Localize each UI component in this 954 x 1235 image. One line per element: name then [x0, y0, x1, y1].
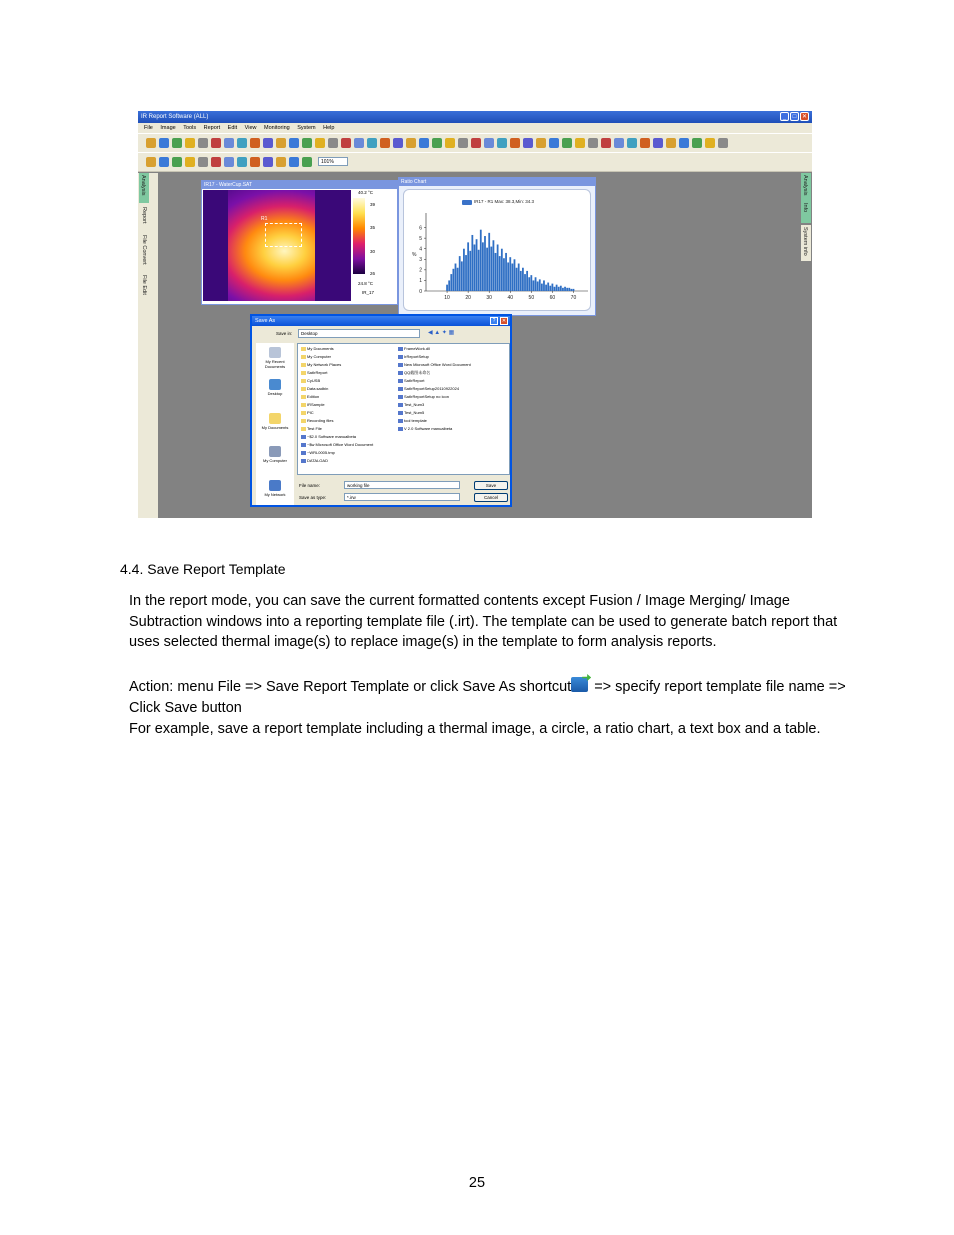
place-my-computer[interactable]: My Computer: [256, 446, 294, 463]
list-item[interactable]: [301, 434, 356, 439]
menu-report[interactable]: Report: [203, 125, 221, 131]
chart-bar: [493, 240, 495, 291]
ratio-chart-panel: [403, 189, 591, 311]
left-panel-edge: [150, 173, 158, 518]
toolbar-icon[interactable]: [263, 138, 273, 148]
thermal-image[interactable]: [203, 190, 351, 301]
chart-bar: [566, 288, 568, 291]
toolbar-icon[interactable]: [393, 138, 403, 148]
thermal-image-window[interactable]: [201, 180, 398, 305]
chart-bar: [570, 289, 572, 291]
tab-file-convert[interactable]: File Convert: [141, 235, 147, 265]
file-name: SatIrReport: [404, 378, 425, 383]
chart-bar: [452, 269, 454, 291]
chart-bar: [573, 289, 575, 291]
chart-bar: [541, 284, 543, 291]
chart-bar: [480, 230, 482, 291]
chart-bar: [495, 253, 497, 291]
file-list[interactable]: [297, 343, 510, 475]
list-item[interactable]: [398, 394, 449, 399]
y-tick-label: 6: [419, 225, 422, 232]
folder-icon: [301, 371, 306, 375]
paragraph-example: For example, save a report template including a thermal image, a circle, a ratio chart, a text box and a table.: [129, 721, 821, 737]
chart-bar: [459, 256, 461, 291]
toolbar-icon[interactable]: [185, 157, 195, 167]
chart-bar: [469, 251, 471, 291]
tab-analysis[interactable]: Analysis: [139, 173, 149, 203]
toolbar-icon[interactable]: [718, 138, 728, 148]
toolbar-icon[interactable]: [549, 138, 559, 148]
file-name: New Microsoft Office Word Document: [404, 362, 471, 367]
chart-bar: [463, 249, 465, 291]
scale-tick: 39: [370, 202, 376, 207]
tab-report[interactable]: Report: [141, 207, 147, 224]
file-name: My Computer: [307, 354, 332, 359]
chart-bar: [476, 239, 478, 291]
toolbar-icon[interactable]: [224, 157, 234, 167]
list-item[interactable]: [301, 418, 333, 423]
scale-max: 40.2 °C: [358, 190, 374, 195]
save-in-select[interactable]: Desktop: [298, 329, 420, 338]
list-item[interactable]: [398, 418, 427, 423]
chart-bar: [490, 247, 492, 291]
folder-icon: [301, 379, 306, 383]
list-item[interactable]: [301, 378, 320, 383]
software-screenshot: [138, 111, 812, 518]
chart-bar: [564, 287, 566, 291]
file-name: SatIrReport: [307, 370, 328, 375]
toolbar-icon[interactable]: [588, 138, 598, 148]
chart-bar: [446, 285, 448, 291]
folder-icon: [301, 427, 306, 431]
save-type-select[interactable]: *.irw: [344, 493, 460, 501]
list-item[interactable]: [398, 346, 430, 351]
list-item[interactable]: [398, 378, 424, 383]
folder-icon: [301, 363, 306, 367]
toolbar-icon[interactable]: [224, 138, 234, 148]
file-icon: [398, 379, 403, 383]
file-name: IrReportSetup: [404, 354, 429, 359]
file-icon: [301, 443, 306, 447]
toolbar-icon[interactable]: [276, 157, 286, 167]
toolbar-main: [138, 133, 812, 153]
tab-right-analysis[interactable]: Analysis Info: [801, 173, 811, 223]
toolbar-icon[interactable]: [614, 138, 624, 148]
toolbar-icon[interactable]: [159, 138, 169, 148]
file-name: V 2.0 Software manualbeta: [404, 426, 453, 431]
chart-bar: [560, 286, 562, 291]
toolbar-icon[interactable]: [575, 138, 585, 148]
menu-file[interactable]: File: [144, 125, 153, 131]
left-tab-strip: [138, 173, 150, 518]
chart-bar: [568, 288, 570, 291]
legend-swatch: [462, 200, 472, 205]
file-name: DATALOAD: [307, 458, 328, 463]
list-item[interactable]: [301, 346, 334, 351]
chart-bar: [448, 280, 450, 291]
x-tick-label: 10: [444, 295, 450, 301]
chart-bar: [471, 235, 473, 291]
y-tick-label: 4: [419, 246, 422, 253]
dialog-titlebar: [252, 316, 510, 326]
file-name: Test File: [307, 426, 322, 431]
file-icon: [398, 419, 403, 423]
file-name: Test_Num3: [404, 402, 425, 407]
toolbar-icon[interactable]: [185, 138, 195, 148]
chart-bar: [552, 284, 554, 291]
toolbar-icon[interactable]: [471, 138, 481, 148]
file-name: QQ截图未命名: [404, 370, 431, 375]
chart-bar: [482, 242, 484, 291]
chart-bar: [501, 249, 503, 291]
paragraph-intro: In the report mode, you can save the current formatted contents except Fusion / Image Merging/ Image Subtraction windows into a reporting template file (.irt). The template can be used to generate batch report that uses selected thermal image(s) to replace image(s) in the template to form analysis reports.: [129, 593, 838, 651]
file-icon: [398, 395, 403, 399]
chart-bar: [533, 280, 535, 291]
list-item[interactable]: [301, 354, 331, 359]
file-icon: [398, 355, 403, 359]
chart-bar: [450, 274, 452, 291]
nav-toolbar-icons[interactable]: ◀ ▲ ✦ ▦: [428, 330, 455, 336]
ratio-chart: [404, 190, 590, 310]
toolbar-icon[interactable]: [536, 138, 546, 148]
chart-bar: [543, 280, 545, 291]
toolbar-icon[interactable]: [354, 138, 364, 148]
menu-bar: [138, 123, 812, 133]
folder-icon: [301, 387, 306, 391]
toolbar-icon[interactable]: [705, 138, 715, 148]
scale-tick: 26: [370, 271, 376, 276]
toolbar-icon[interactable]: [679, 138, 689, 148]
maximize-icon[interactable]: □: [790, 112, 799, 121]
roi-rectangle[interactable]: [265, 223, 302, 247]
dialog-title: Save As: [255, 318, 276, 324]
toolbar-icon[interactable]: [146, 138, 156, 148]
chart-bar: [520, 271, 522, 291]
scale-tick: 35: [370, 225, 376, 230]
menu-edit[interactable]: Edit: [227, 125, 238, 131]
menu-tools[interactable]: Tools: [183, 125, 197, 131]
file-name: ~$2.0 Software manualbeta: [307, 434, 357, 439]
section-heading: 4.4. Save Report Template: [120, 561, 286, 577]
file-name: tool template: [404, 418, 427, 423]
chart-bar: [484, 236, 486, 291]
list-item[interactable]: [301, 458, 328, 463]
toolbar-icon[interactable]: [211, 138, 221, 148]
save-as-dialog: [250, 314, 512, 507]
chart-bar: [539, 279, 541, 291]
zoom-select[interactable]: 101%: [318, 157, 348, 166]
toolbar-icon[interactable]: [484, 138, 494, 148]
list-item[interactable]: [398, 426, 452, 431]
y-tick-label: 1: [419, 278, 422, 285]
file-name: ~$w Microsoft Office Word Document: [307, 442, 374, 447]
toolbar-icon[interactable]: [562, 138, 572, 148]
list-item[interactable]: [398, 402, 424, 407]
place-my-documents[interactable]: My Documents: [256, 413, 294, 430]
file-icon: [398, 403, 403, 407]
toolbar-icon[interactable]: [601, 138, 611, 148]
toolbar-icon[interactable]: [666, 138, 676, 148]
scale-tick: 30: [370, 249, 376, 254]
toolbar-icon[interactable]: [419, 138, 429, 148]
y-tick-label: 5: [419, 235, 422, 242]
toolbar-icon[interactable]: [172, 138, 182, 148]
roi-label: R1: [261, 216, 268, 222]
place-my-network[interactable]: My Network: [256, 480, 294, 497]
page-number: 25: [468, 1175, 486, 1191]
x-tick-label: 70: [570, 295, 577, 301]
x-tick-label: 20: [465, 295, 471, 301]
tab-file-edit[interactable]: File Edit: [141, 275, 147, 295]
toolbar-icon[interactable]: [380, 138, 390, 148]
chart-bar: [556, 285, 558, 291]
toolbar-icon[interactable]: [172, 157, 182, 167]
toolbar-icon[interactable]: [640, 138, 650, 148]
y-tick-label: 2: [419, 267, 422, 274]
toolbar-icon[interactable]: [237, 157, 247, 167]
help-icon[interactable]: ?: [490, 317, 498, 325]
list-item[interactable]: [398, 386, 459, 391]
chart-bar: [507, 262, 509, 291]
paragraph-action: [129, 677, 849, 718]
toolbar-icon[interactable]: [627, 138, 637, 148]
chart-bar: [457, 268, 459, 291]
toolbar-icon[interactable]: [146, 157, 156, 167]
toolbar-icon[interactable]: [289, 157, 299, 167]
toolbar-secondary: [138, 152, 812, 172]
folder-icon: [301, 395, 306, 399]
y-tick-label: 0: [419, 288, 422, 295]
folder-icon: [301, 403, 306, 407]
list-item[interactable]: [398, 410, 424, 415]
chart-bar: [524, 274, 526, 291]
file-icon: [301, 451, 306, 455]
chart-bar: [511, 264, 513, 291]
chart-bar: [486, 248, 488, 291]
x-tick-label: 30: [486, 295, 492, 301]
chart-bar: [558, 287, 560, 291]
chart-bar: [526, 271, 528, 291]
chart-bar: [537, 281, 539, 291]
image-window-titlebar: IR17 - WaterCup.SAT: [202, 181, 397, 189]
list-item[interactable]: [301, 362, 341, 367]
chart-bar: [545, 285, 547, 291]
save-button[interactable]: Save: [474, 481, 508, 490]
file-name: PIC: [307, 410, 314, 415]
chart-bar: [488, 233, 490, 291]
toolbar-icon[interactable]: [302, 138, 312, 148]
toolbar-icon[interactable]: [406, 138, 416, 148]
toolbar-icon[interactable]: [159, 157, 169, 167]
chart-bar: [516, 268, 518, 291]
toolbar-icon[interactable]: [315, 138, 325, 148]
window-title: IR Report Software (ALL): [141, 114, 209, 120]
x-tick-label: 60: [549, 295, 556, 301]
chart-bar: [514, 259, 516, 291]
toolbar-icon[interactable]: [445, 138, 455, 148]
folder-icon: [301, 355, 306, 359]
folder-icon: [301, 419, 306, 423]
chart-bar: [497, 244, 499, 291]
file-icon: [398, 427, 403, 431]
place-recent[interactable]: My Recent Documents: [256, 347, 294, 369]
x-tick-label: 40: [507, 295, 514, 301]
right-tab-strip: [800, 173, 812, 518]
ratio-window-titlebar: Ratio Chart: [399, 178, 595, 186]
file-icon: [398, 411, 403, 415]
file-name: SatIrReportSetup20110922024: [404, 386, 460, 391]
file-name: SatIrReportSetup no icon: [404, 394, 449, 399]
menu-image[interactable]: Image: [160, 125, 176, 131]
file-name-input[interactable]: working file: [344, 481, 460, 489]
chart-bar: [465, 255, 467, 291]
chart-bar: [518, 264, 520, 291]
x-tick-label: 50: [528, 295, 535, 301]
toolbar-icon[interactable]: [198, 157, 208, 167]
image-file-label: IR_17: [362, 290, 375, 295]
chart-bar: [478, 250, 480, 291]
chart-bar: [499, 256, 501, 291]
toolbar-icon[interactable]: [250, 138, 260, 148]
places-bar: [256, 343, 294, 505]
file-name: Data.sadbin: [307, 386, 329, 391]
chart-bar: [474, 244, 476, 291]
window-titlebar: [138, 111, 812, 123]
toolbar-icon[interactable]: [653, 138, 663, 148]
legend-label: IR17 - R1 Max: 38.3,Min: 34.3: [474, 199, 535, 204]
chart-bar: [549, 286, 551, 291]
toolbar-icon[interactable]: [250, 157, 260, 167]
list-item[interactable]: [398, 354, 429, 359]
list-item[interactable]: [398, 362, 471, 367]
chart-bar: [547, 283, 549, 291]
save-in-label: Save in:: [276, 331, 293, 336]
folder-icon: [301, 411, 306, 415]
toolbar-icon[interactable]: [276, 138, 286, 148]
y-tick-label: 3: [419, 257, 422, 264]
toolbar-icon[interactable]: [237, 138, 247, 148]
tab-system-info[interactable]: System info: [801, 225, 811, 261]
cancel-button[interactable]: Cancel: [474, 493, 508, 502]
file-name: FrameWork.dll: [404, 346, 430, 351]
chart-bar: [509, 257, 511, 291]
chart-bar: [455, 264, 457, 291]
file-name: My Network Places: [307, 362, 342, 367]
chart-bar: [522, 268, 524, 291]
toolbar-icon[interactable]: [510, 138, 520, 148]
toolbar-icon[interactable]: [367, 138, 377, 148]
menu-monitoring[interactable]: Monitoring: [264, 125, 290, 131]
file-icon: [301, 459, 306, 463]
list-item[interactable]: [301, 394, 319, 399]
file-name: My Documents: [307, 346, 334, 351]
list-item[interactable]: [301, 386, 328, 391]
chart-bar: [528, 277, 530, 291]
file-name: CyUSB: [307, 378, 321, 383]
file-name: ~WRL0005.tmp: [307, 450, 335, 455]
chart-bar: [505, 253, 507, 291]
file-icon: [398, 363, 403, 367]
toolbar-icon[interactable]: [289, 138, 299, 148]
close-icon[interactable]: ✕: [801, 114, 808, 120]
chart-bar: [503, 258, 505, 291]
chart-bar: [554, 287, 556, 291]
list-item[interactable]: [301, 402, 325, 407]
toolbar-icon[interactable]: [211, 157, 221, 167]
list-item[interactable]: [398, 370, 430, 376]
menu-system[interactable]: System: [297, 125, 316, 131]
chart-bar: [467, 242, 469, 291]
file-icon: [301, 435, 306, 439]
ratio-chart-window[interactable]: [398, 177, 596, 316]
chart-bar: [530, 275, 532, 291]
folder-icon: [301, 347, 306, 351]
action-text-before: Action: menu File => Save Report Template or click Save As shortcut: [129, 679, 572, 695]
color-scale-bar: [353, 198, 365, 274]
list-item[interactable]: [301, 442, 373, 447]
toolbar-icon[interactable]: [692, 138, 702, 148]
list-item[interactable]: [301, 426, 322, 431]
y-axis-label: %: [412, 252, 417, 258]
save-type-label: Save as type:: [299, 495, 327, 500]
list-item[interactable]: [301, 450, 335, 455]
action-text-after: => specify report template file name => Click Save button: [129, 679, 846, 716]
file-name: Edition: [307, 394, 320, 399]
toolbar-icon[interactable]: [458, 138, 468, 148]
scale-min: 24.8 °C: [358, 281, 374, 286]
close-icon[interactable]: ✕: [501, 318, 507, 324]
menu-view[interactable]: View: [244, 125, 257, 131]
place-desktop[interactable]: Desktop: [256, 379, 294, 396]
toolbar-icon[interactable]: [497, 138, 507, 148]
toolbar-icon[interactable]: [198, 138, 208, 148]
toolbar-icon[interactable]: [263, 157, 273, 167]
menu-help[interactable]: Help: [323, 125, 335, 131]
save-as-shortcut-icon: [571, 677, 588, 692]
file-name-label: File name:: [299, 483, 321, 488]
chart-bar: [535, 277, 537, 291]
file-name: Test_Num5: [404, 410, 425, 415]
toolbar-icon[interactable]: [341, 138, 351, 148]
toolbar-icon[interactable]: [432, 138, 442, 148]
file-name: IRSample: [307, 402, 325, 407]
toolbar-icon[interactable]: [328, 138, 338, 148]
file-name: Recording files: [307, 418, 334, 423]
file-icon: [398, 371, 403, 375]
chart-bar: [562, 288, 564, 291]
list-item[interactable]: [301, 370, 327, 375]
toolbar-icon[interactable]: [302, 157, 312, 167]
toolbar-icon[interactable]: [523, 138, 533, 148]
chart-bar: [461, 261, 463, 291]
list-item[interactable]: [301, 410, 314, 415]
file-icon: [398, 347, 403, 351]
minimize-icon[interactable]: _: [780, 112, 789, 121]
file-icon: [398, 387, 403, 391]
